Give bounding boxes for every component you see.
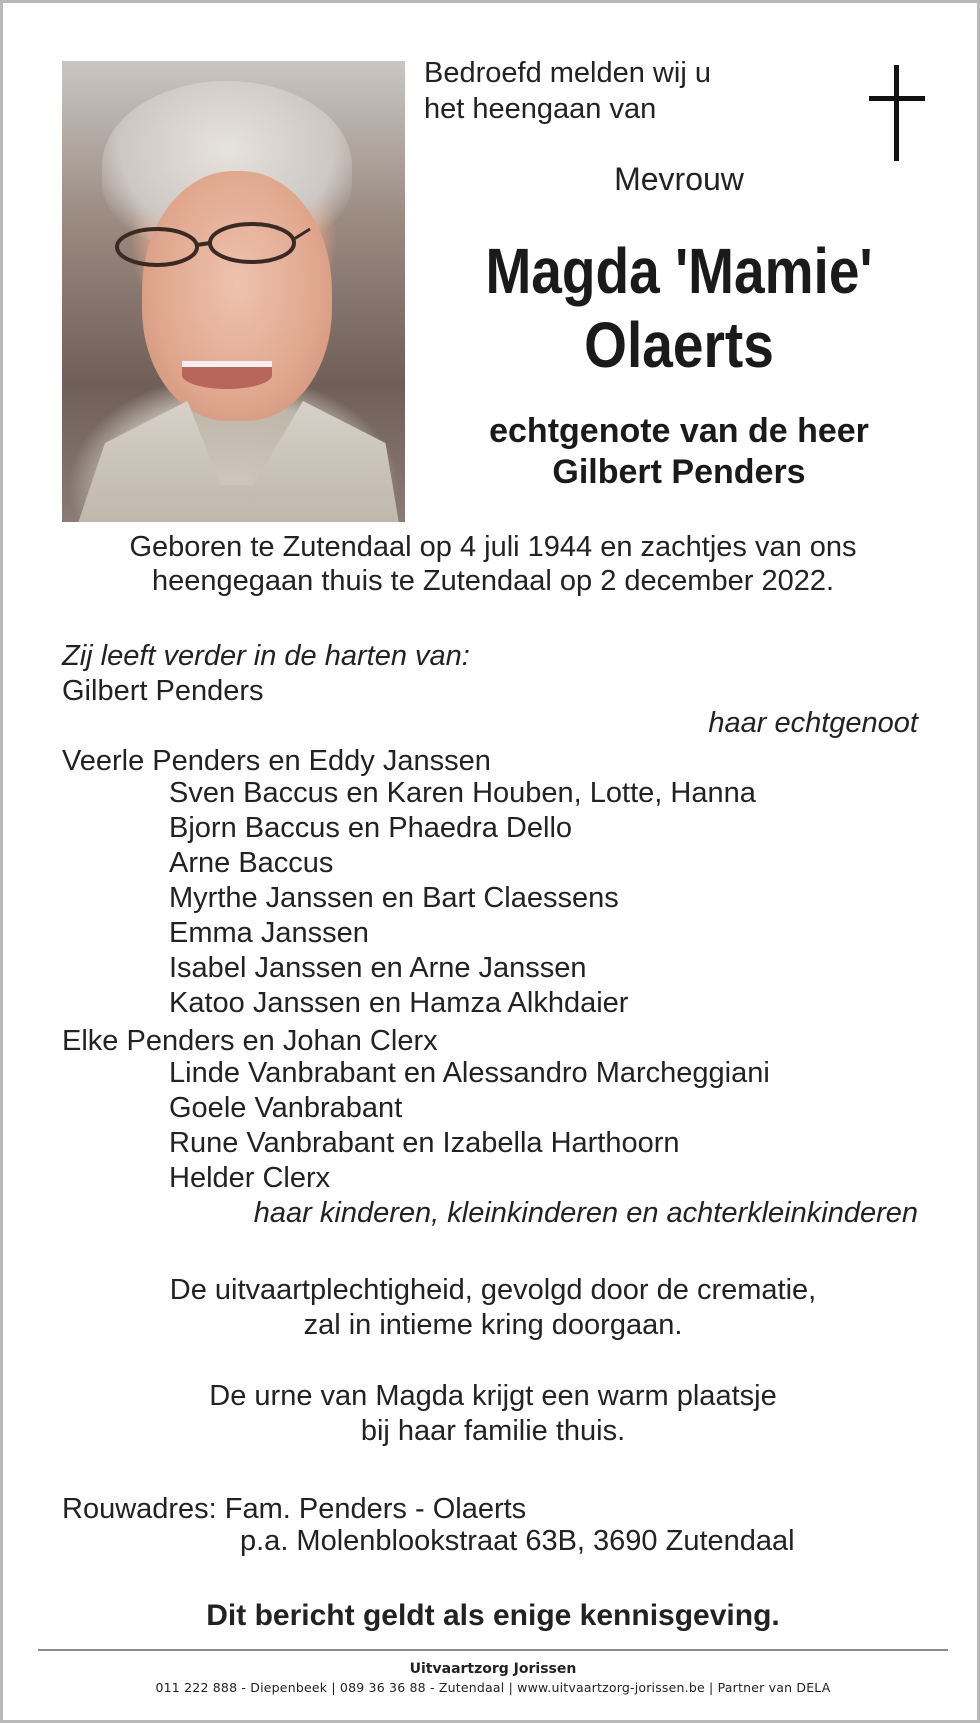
mourner-child-2: Elke Penders en Johan Clerx — [62, 1025, 438, 1057]
grandchild-line: Goele Vanbrabant — [169, 1092, 403, 1124]
born-line-1: Geboren te Zutendaal op 4 juli 1944 en zachtjes van ons — [129, 531, 857, 563]
birth-death-text — [3, 530, 980, 598]
intro-line-2: het heengaan van — [424, 93, 657, 125]
mourner-spouse: Gilbert Penders — [62, 675, 264, 707]
address-line: p.a. Molenblookstraat 63B, 3690 Zutendaal — [240, 1525, 795, 1557]
funeral-home-contact: 011 222 888 - Diepenbeek | 089 36 36 88 - Zutendaal | www.uitvaartzorg-jorissen.be | Partner van DELA — [155, 1680, 831, 1695]
grandchild-line: Isabel Janssen en Arne Janssen — [169, 952, 587, 984]
spouse-role: haar echtgenoot — [708, 707, 918, 739]
grandchild-line: Emma Janssen — [169, 917, 369, 949]
ceremony-line-1: De uitvaartplechtigheid, gevolgd door de crematie, — [169, 1274, 817, 1306]
portrait-photo — [62, 61, 405, 522]
born-line-2: heengegaan thuis te Zutendaal op 2 december 2022. — [151, 565, 835, 597]
children-role: haar kinderen, kleinkinderen en achterkleinkinderen — [253, 1197, 918, 1229]
footer-divider — [38, 1649, 948, 1651]
intro-line-1: Bedroefd melden wij u — [424, 57, 711, 89]
grandchild-line: Sven Baccus en Karen Houben, Lotte, Hanna — [169, 777, 756, 809]
grandchild-line: Bjorn Baccus en Phaedra Dello — [169, 812, 573, 844]
funeral-home-name: Uitvaartzorg Jorissen — [409, 1661, 577, 1677]
title-mevrouw: Mevrouw — [614, 161, 744, 197]
grandchild-line: Rune Vanbrabant en Izabella Harthoorn — [169, 1127, 680, 1159]
spouse-block — [424, 411, 934, 493]
deceased-name — [460, 235, 899, 382]
spouse-line-2: Gilbert Penders — [552, 452, 806, 491]
name-line-1: Magda 'Mamie' — [485, 235, 873, 307]
grandchild-line: Myrthe Janssen en Bart Claessens — [169, 882, 619, 914]
cross-icon — [869, 65, 925, 161]
notice-text: Dit bericht geldt als enige kennisgeving. — [206, 1599, 780, 1632]
mourners-heading: Zij leeft verder in de harten van: — [62, 640, 470, 672]
grandchild-line: Katoo Janssen en Hamza Alkhdaier — [169, 987, 629, 1019]
mourner-child-1: Veerle Penders en Eddy Janssen — [62, 745, 491, 777]
ceremony-text — [3, 1273, 980, 1343]
urn-line-1: De urne van Magda krijgt een warm plaatsje — [209, 1380, 777, 1412]
urn-text — [3, 1379, 980, 1449]
spouse-line-1: echtgenote van de heer — [489, 412, 869, 450]
ceremony-line-2: zal in intieme kring doorgaan. — [303, 1309, 683, 1341]
urn-line-2: bij haar familie thuis. — [360, 1415, 626, 1447]
grandchild-line: Linde Vanbrabant en Alessandro Marcheggiani — [169, 1057, 770, 1089]
name-line-2: Olaerts — [584, 308, 774, 381]
grandchild-line: Helder Clerx — [169, 1162, 331, 1194]
address-label: Rouwadres: Fam. Penders - Olaerts — [62, 1493, 527, 1525]
grandchild-line: Arne Baccus — [169, 847, 334, 879]
